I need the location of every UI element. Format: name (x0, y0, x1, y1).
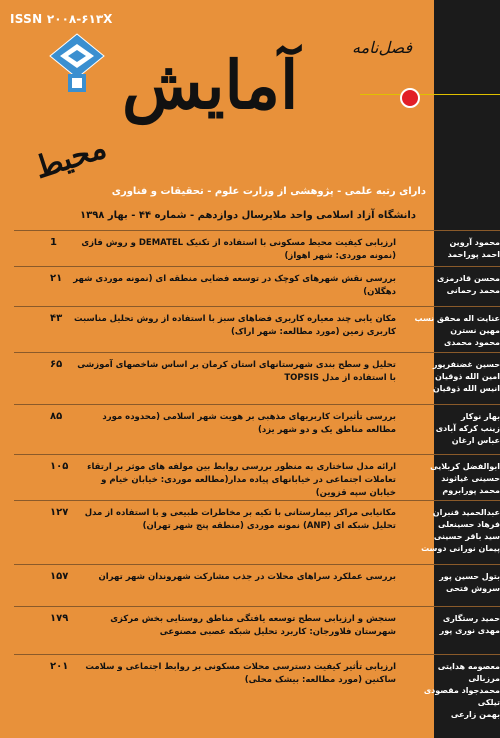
tagline: دارای رتبه علمی - پژوهشی از وزارت علوم - تحقیقات و فناوری (111, 186, 426, 197)
author-name: عنایت اله محقق نسب (414, 314, 500, 323)
toc-authors (404, 613, 500, 637)
toc-page: ۱۰۵ (50, 461, 69, 472)
toc-authors (404, 571, 500, 595)
author-name: محمد رحمانی (446, 286, 500, 295)
toc-title: ارزیابی کیفیت محیط مسکونی با استفاده از تکنیک DEMATEL و روش فازی (نمونه موردی: شهر اهواز) (81, 238, 396, 261)
toc-title: بررسی عملکرد سراهای محلات در جذب مشارکت شهروندان شهر تهران (98, 572, 396, 582)
toc-page: ۸۵ (50, 411, 63, 422)
author-name: بهمن زارعی (450, 710, 500, 719)
toc-page: ۶۵ (50, 359, 63, 370)
author-name: محمود محمدی (443, 338, 500, 347)
toc-authors (404, 661, 500, 721)
toc-item[interactable] (14, 352, 500, 403)
author-name: مهین نسترن (450, 326, 500, 335)
toc-page: ۲۰۱ (50, 661, 69, 672)
author-name: محمدجواد مقصودی تیلکی (423, 686, 500, 707)
toc-item[interactable] (14, 404, 500, 453)
journal-title: آمایش (122, 46, 299, 124)
toc-title: سنجش و ارزیابی سطح توسعه یافتگی مناطق روستایی بخش مرکزی شهرستان فلاورجان: کاربرد تحلیل شبکه عصبی مصنوعی (110, 614, 396, 637)
toc-title: مکان یابی چند معیاره کاربری فضاهای سبز با استفاده از روش تحلیل مناسبت کاربری زمین (مورد مطالعه: شهر اراک) (73, 314, 396, 337)
author-name: زینب کرکه آبادی (435, 424, 500, 433)
author-name: معصومه هدایتی مرزبالی (437, 662, 500, 683)
toc-title: ارائه مدل ساختاری به منظور بررسی روابط بین مولفه های موثر بر ارتقاء تعاملات اجتماعی در خیابانهای پیاده مدار(مطالعه موردی: خیابان خیام و خیابان سپه قزوین) (87, 462, 396, 498)
accent-line (360, 94, 500, 95)
author-name: ابوالفضل کربلایی حسینی غیاثوند (430, 462, 500, 483)
toc-authors (404, 507, 500, 555)
author-name: حمید رستگاری (442, 614, 500, 623)
issue-info: سال دوازدهم - شماره ۴۴ - بهار ۱۳۹۸ (80, 210, 264, 221)
toc-title: بررسی نقش شهرهای کوچک در توسعه فضایی منطقه ای (نمونه موردی شهر دهگلان) (73, 274, 396, 297)
toc-page: ۱۲۷ (50, 507, 69, 518)
author-name: سروش فتحی (445, 584, 500, 593)
toc-authors (404, 237, 500, 261)
toc-item[interactable] (14, 606, 500, 653)
author-name: عباس ارغان (451, 436, 500, 445)
table-of-contents (14, 230, 500, 728)
toc-page: ۴۳ (50, 313, 63, 324)
toc-authors (404, 411, 500, 447)
toc-page: ۱۷۹ (50, 613, 69, 624)
author-name: بهار نوکار (461, 412, 500, 421)
author-name: امین الله ذوقیان (434, 372, 500, 381)
accent-dot (400, 88, 420, 108)
author-name: محسن قادرمزی (436, 274, 500, 283)
toc-item[interactable] (14, 306, 500, 355)
toc-title: بررسی تأثیرات کاربریهای مذهبی بر هویت شهر اسلامی (محدوده مورد مطالعه مناطق یک و دو شهر یزد) (102, 412, 396, 435)
university-logo-icon (46, 30, 108, 106)
author-name: فرهاد حسینعلی (438, 520, 500, 529)
toc-item[interactable] (14, 454, 500, 501)
author-name: عبدالحمید قنبران (432, 508, 500, 517)
author-name: پیمان نورانی دوست (421, 544, 500, 553)
toc-page: ۱۵۷ (50, 571, 69, 582)
issn-label: ISSN ۲۰۰۸-۶۱۳X (10, 12, 113, 26)
toc-authors (404, 313, 500, 349)
toc-item[interactable] (14, 266, 500, 307)
author-name: بتول حسین پور (439, 572, 500, 581)
toc-page: 1 (50, 237, 57, 248)
toc-title: تحلیل و سطح بندی شهرستانهای استان کرمان بر اساس شاخصهای آموزشی با استفاده از مدل TOPSIS (77, 360, 396, 383)
toc-authors (404, 461, 500, 497)
toc-item[interactable] (14, 654, 500, 719)
toc-title: ارزیابی تأثیر کیفیت دسترسی محلات مسکونی بر روابط اجتماعی و سلامت ساکنین (مورد مطالعه: بیشک محلی) (85, 662, 396, 685)
journal-subtitle: محیط (30, 130, 111, 187)
university-name: دانشگاه آزاد اسلامی واحد ملایر (262, 210, 416, 221)
toc-item[interactable] (14, 564, 500, 605)
author-name: محمد پورابروم (442, 486, 500, 495)
author-name: انیس الله ذوقیان (432, 384, 500, 393)
author-name: احمد پوراحمد (447, 250, 500, 259)
toc-authors (404, 273, 500, 297)
toc-authors (404, 359, 500, 395)
toc-item[interactable] (14, 500, 500, 563)
author-name: محمود آروین (449, 238, 500, 247)
author-name: سید باقر حسینی (433, 532, 500, 541)
toc-page: ۲۱ (50, 273, 63, 284)
toc-title: مکانیابی مراکز بیمارستانی با تکیه بر مخاطرات طبیعی و با استفاده از مدل تحلیل شبکه ای (ANP) نمونه موردی (منطقه پنج شهر تهران) (84, 508, 396, 531)
author-name: مهدی نوری پور (439, 626, 500, 635)
quarterly-label: فصل‌نامه (352, 38, 413, 57)
author-name: حسین غضنفرپور (432, 360, 500, 369)
